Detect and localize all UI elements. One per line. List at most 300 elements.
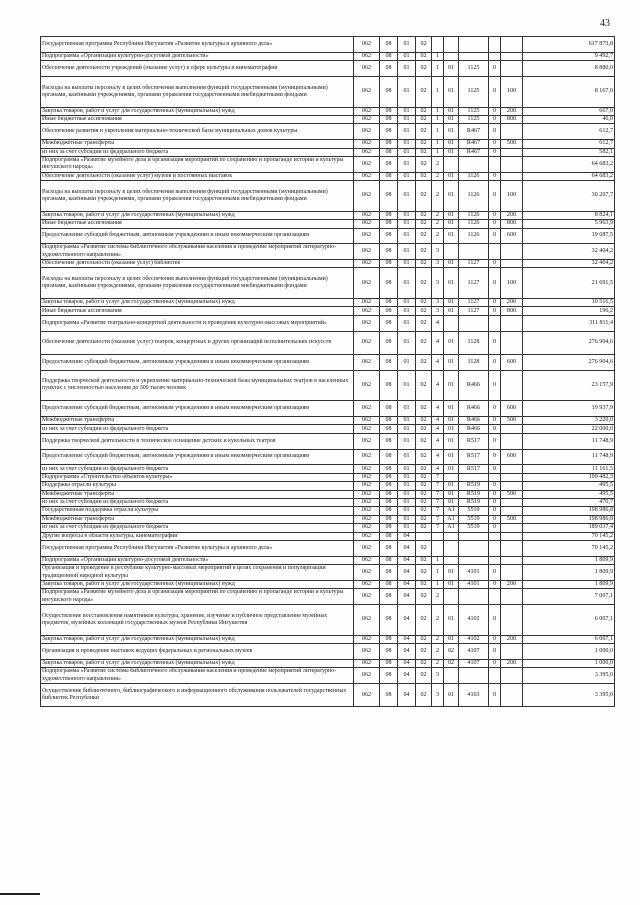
cell-section-code: 08: [380, 449, 398, 465]
cell-expense-type-code: [501, 684, 523, 707]
cell-direction-suffix: 0: [489, 260, 501, 268]
cell-subprogram-code: 3: [432, 668, 444, 684]
cell-subsection-code: 01: [398, 370, 416, 401]
cell-event-code: [444, 244, 459, 260]
cell-direction-suffix: 0: [489, 124, 501, 140]
cell-subprogram-code: 2: [432, 659, 444, 667]
cell-program-code: 02: [416, 260, 432, 268]
cell-amount: 8 824,1: [523, 211, 615, 219]
cell-subprogram-code: 4: [432, 433, 444, 449]
cell-section-code: 08: [380, 181, 398, 212]
cell-event-code: 01: [444, 148, 459, 156]
cell-ministry-code: 062: [354, 425, 380, 433]
cell-expense-type-code: [501, 532, 523, 540]
cell-subprogram-code: 4: [432, 370, 444, 401]
cell-direction-code: 4103: [459, 684, 489, 707]
cell-event-code: 01: [444, 61, 459, 77]
cell-subsection-code: 04: [398, 668, 416, 684]
cell-ministry-code: 062: [354, 524, 380, 532]
cell-ministry-code: 062: [354, 315, 380, 331]
cell-subprogram-code: 3: [432, 307, 444, 315]
cell-direction-code: R466: [459, 370, 489, 401]
cell-expense-type-code: 800: [501, 307, 523, 315]
cell-expense-type-code: [501, 148, 523, 156]
cell-amount: 10 516,5: [523, 299, 615, 307]
table-row: [41, 172, 615, 180]
cell-event-code: [444, 532, 459, 540]
cell-direction-code: 1127: [459, 307, 489, 315]
cell-direction-code: 5519: [459, 507, 489, 515]
cell-item-name: из них за счет субсидии из федерального бюджета: [41, 498, 354, 506]
cell-amount: 3 220,0: [523, 417, 615, 425]
cell-ministry-code: 062: [354, 228, 380, 244]
cell-expense-type-code: [501, 244, 523, 260]
cell-expense-type-code: [501, 52, 523, 60]
cell-expense-type-code: [501, 556, 523, 564]
cell-expense-type-code: 500: [501, 140, 523, 148]
cell-ministry-code: 062: [354, 482, 380, 490]
cell-subprogram-code: 3: [432, 244, 444, 260]
cell-section-code: 08: [380, 307, 398, 315]
cell-item-name: Межбюджетные трансферты: [41, 417, 354, 425]
cell-expense-type-code: [501, 425, 523, 433]
cell-program-code: 02: [416, 124, 432, 140]
cell-event-code: [444, 156, 459, 172]
cell-subsection-code: 01: [398, 260, 416, 268]
cell-subsection-code: 04: [398, 589, 416, 605]
cell-subsection-code: 01: [398, 228, 416, 244]
table-row: [41, 315, 615, 331]
cell-program-code: 02: [416, 473, 432, 481]
cell-expense-type-code: [501, 331, 523, 354]
cell-event-code: [444, 315, 459, 331]
budget-table: [40, 36, 615, 707]
cell-subsection-code: 01: [398, 156, 416, 172]
cell-direction-suffix: 0: [489, 498, 501, 506]
cell-subprogram-code: 2: [432, 228, 444, 244]
cell-item-name: Закупка товаров, работ и услуг для государственных (муниципальных) нужд: [41, 659, 354, 667]
cell-amount: 23 157,9: [523, 370, 615, 401]
cell-item-name: Расходы на выплаты персоналу в целях обеспечения выполнения функций государственными (муниципальными) органами, казёнными учреждениями, органами управления государственными внебюджетными фондами: [41, 181, 354, 212]
cell-subprogram-code: 1: [432, 115, 444, 123]
cell-section-code: 08: [380, 211, 398, 219]
cell-item-name: Подпрограмма «Организация культурно-досуговой деятельности»: [41, 556, 354, 564]
cell-ministry-code: 062: [354, 220, 380, 228]
cell-direction-suffix: 0: [489, 61, 501, 77]
cell-program-code: 02: [416, 61, 432, 77]
cell-event-code: A1: [444, 515, 459, 523]
cell-item-name: из них за счет субсидии из федерального бюджета: [41, 524, 354, 532]
cell-subsection-code: 01: [398, 473, 416, 481]
cell-amount: 495,5: [523, 482, 615, 490]
cell-subsection-code: 01: [398, 244, 416, 260]
table-row: [41, 433, 615, 449]
cell-direction-code: [459, 37, 489, 53]
cell-subsection-code: 01: [398, 140, 416, 148]
cell-program-code: 02: [416, 401, 432, 417]
cell-program-code: 02: [416, 52, 432, 60]
cell-subsection-code: 01: [398, 449, 416, 465]
cell-subsection-code: 04: [398, 540, 416, 556]
cell-section-code: 08: [380, 76, 398, 107]
cell-ministry-code: 062: [354, 565, 380, 581]
cell-section-code: 08: [380, 148, 398, 156]
cell-direction-suffix: 0: [489, 148, 501, 156]
cell-program-code: 02: [416, 515, 432, 523]
cell-amount: 196,2: [523, 307, 615, 315]
cell-subsection-code: 04: [398, 635, 416, 643]
cell-subsection-code: 01: [398, 52, 416, 60]
cell-subprogram-code: 7: [432, 498, 444, 506]
cell-ministry-code: 062: [354, 37, 380, 53]
table-row: [41, 532, 615, 540]
cell-item-name: Поддержка творческой деятельности и техническое оснащение детских и кукольных театров: [41, 433, 354, 449]
cell-subsection-code: 01: [398, 61, 416, 77]
table-row: [41, 156, 615, 172]
table-row: [41, 299, 615, 307]
cell-amount: 470,7: [523, 498, 615, 506]
cell-subsection-code: 04: [398, 684, 416, 707]
cell-ministry-code: 062: [354, 515, 380, 523]
cell-program-code: 02: [416, 220, 432, 228]
cell-section-code: 08: [380, 465, 398, 473]
cell-amount: 199 482,3: [523, 473, 615, 481]
cell-direction-suffix: 0: [489, 76, 501, 107]
cell-event-code: 01: [444, 490, 459, 498]
cell-direction-code: 4101: [459, 580, 489, 588]
cell-direction-code: 1127: [459, 299, 489, 307]
table-row: [41, 659, 615, 667]
cell-section-code: 08: [380, 532, 398, 540]
table-row: [41, 61, 615, 77]
cell-item-name: Обеспечение деятельности (оказание услуг) музеев и постоянных выставок: [41, 172, 354, 180]
cell-direction-code: 5519: [459, 524, 489, 532]
cell-direction-suffix: 0: [489, 449, 501, 465]
cell-item-name: Подпрограмма «Организация культурно-досуговой деятельности»: [41, 52, 354, 60]
cell-ministry-code: 062: [354, 181, 380, 212]
table-row: [41, 605, 615, 636]
cell-ministry-code: 062: [354, 498, 380, 506]
cell-expense-type-code: 100: [501, 268, 523, 299]
cell-subsection-code: 04: [398, 605, 416, 636]
cell-direction-code: R517: [459, 449, 489, 465]
cell-amount: 11 161,5: [523, 465, 615, 473]
cell-direction-code: 1126: [459, 181, 489, 212]
cell-subsection-code: 01: [398, 172, 416, 180]
cell-item-name: Подпрограмма «Развитие театрально-концертной деятельности и проведение культурно-массовых мероприятий»: [41, 315, 354, 331]
cell-direction-suffix: 0: [489, 659, 501, 667]
cell-amount: 3 395,0: [523, 684, 615, 707]
cell-subprogram-code: 4: [432, 449, 444, 465]
cell-ministry-code: 062: [354, 401, 380, 417]
cell-section-code: 08: [380, 370, 398, 401]
cell-expense-type-code: [501, 433, 523, 449]
cell-direction-code: R467: [459, 148, 489, 156]
cell-program-code: 02: [416, 524, 432, 532]
cell-item-name: Закупка товаров, работ и услуг для государственных (муниципальных) нужд: [41, 211, 354, 219]
cell-ministry-code: 062: [354, 605, 380, 636]
cell-direction-code: R466: [459, 417, 489, 425]
cell-event-code: A1: [444, 507, 459, 515]
cell-direction-code: [459, 668, 489, 684]
cell-subprogram-code: 1: [432, 61, 444, 77]
cell-subprogram-code: 1: [432, 565, 444, 581]
cell-expense-type-code: 200: [501, 659, 523, 667]
cell-expense-type-code: 600: [501, 449, 523, 465]
cell-amount: 22 000,0: [523, 425, 615, 433]
cell-ministry-code: 062: [354, 659, 380, 667]
cell-subsection-code: 01: [398, 268, 416, 299]
cell-event-code: [444, 556, 459, 564]
cell-ministry-code: 062: [354, 115, 380, 123]
cell-program-code: 02: [416, 540, 432, 556]
cell-event-code: [444, 37, 459, 53]
cell-program-code: 02: [416, 181, 432, 212]
cell-amount: 9 492,7: [523, 52, 615, 60]
cell-amount: 198 986,8: [523, 507, 615, 515]
cell-item-name: Расходы на выплаты персоналу в целях обеспечения выполнения функций государственными (муниципальными) органами, казёнными учреждениями, органами управления государственными внебюджетными фондами: [41, 76, 354, 107]
cell-program-code: 02: [416, 370, 432, 401]
cell-ministry-code: 062: [354, 172, 380, 180]
cell-expense-type-code: 500: [501, 490, 523, 498]
cell-subprogram-code: 4: [432, 417, 444, 425]
cell-item-name: Организация и проведение выставок ведущих федеральных и региональных музеев: [41, 644, 354, 660]
cell-ministry-code: 062: [354, 507, 380, 515]
cell-expense-type-code: [501, 370, 523, 401]
table-row: [41, 52, 615, 60]
cell-subprogram-code: 2: [432, 644, 444, 660]
cell-subsection-code: 04: [398, 532, 416, 540]
cell-ministry-code: 062: [354, 635, 380, 643]
cell-amount: 612,7: [523, 140, 615, 148]
cell-section-code: 08: [380, 244, 398, 260]
cell-ministry-code: 062: [354, 260, 380, 268]
cell-expense-type-code: [501, 156, 523, 172]
cell-subprogram-code: 3: [432, 268, 444, 299]
cell-item-name: Межбюджетные трансферты: [41, 515, 354, 523]
cell-subsection-code: 01: [398, 76, 416, 107]
cell-subsection-code: 01: [398, 107, 416, 115]
cell-item-name: Закупка товаров, работ и услуг для государственных (муниципальных) нужд: [41, 580, 354, 588]
cell-event-code: 01: [444, 260, 459, 268]
cell-direction-code: 1128: [459, 331, 489, 354]
cell-direction-suffix: 0: [489, 331, 501, 354]
cell-subprogram-code: 2: [432, 156, 444, 172]
cell-ministry-code: 062: [354, 354, 380, 370]
cell-expense-type-code: [501, 644, 523, 660]
cell-program-code: 02: [416, 211, 432, 219]
cell-subsection-code: 01: [398, 307, 416, 315]
cell-direction-suffix: 0: [489, 482, 501, 490]
table-row: [41, 684, 615, 707]
cell-subprogram-code: 1: [432, 580, 444, 588]
cell-amount: 612,7: [523, 124, 615, 140]
cell-subprogram-code: 7: [432, 507, 444, 515]
cell-amount: 11 748,9: [523, 449, 615, 465]
cell-amount: 21 691,5: [523, 268, 615, 299]
cell-program-code: 02: [416, 244, 432, 260]
table-row: [41, 228, 615, 244]
cell-subsection-code: 01: [398, 148, 416, 156]
cell-section-code: 08: [380, 635, 398, 643]
cell-program-code: 02: [416, 76, 432, 107]
table-row: [41, 220, 615, 228]
table-row: [41, 211, 615, 219]
table-row: [41, 181, 615, 212]
cell-expense-type-code: 200: [501, 580, 523, 588]
cell-subprogram-code: 1: [432, 556, 444, 564]
cell-ministry-code: 062: [354, 52, 380, 60]
cell-ministry-code: 062: [354, 417, 380, 425]
cell-subprogram-code: 2: [432, 605, 444, 636]
cell-program-code: 02: [416, 140, 432, 148]
cell-amount: 3 395,0: [523, 668, 615, 684]
cell-subsection-code: 01: [398, 507, 416, 515]
cell-subsection-code: 04: [398, 659, 416, 667]
table-row: [41, 76, 615, 107]
cell-item-name: Организация и проведение в республике культурно-массовых мероприятий в целях сохранения и популяризации традиционной народной культуры: [41, 565, 354, 581]
cell-subprogram-code: 1: [432, 52, 444, 60]
cell-ministry-code: 062: [354, 156, 380, 172]
cell-ministry-code: 062: [354, 433, 380, 449]
cell-section-code: 08: [380, 556, 398, 564]
cell-ministry-code: 062: [354, 580, 380, 588]
table-row: [41, 589, 615, 605]
cell-program-code: 02: [416, 668, 432, 684]
cell-event-code: 01: [444, 140, 459, 148]
cell-section-code: 08: [380, 115, 398, 123]
cell-expense-type-code: 600: [501, 228, 523, 244]
cell-ministry-code: 062: [354, 449, 380, 465]
cell-expense-type-code: [501, 498, 523, 506]
cell-direction-code: 1126: [459, 172, 489, 180]
cell-section-code: 08: [380, 473, 398, 481]
cell-subprogram-code: 2: [432, 635, 444, 643]
cell-item-name: Иные бюджетные ассигнования: [41, 115, 354, 123]
cell-direction-suffix: [489, 668, 501, 684]
cell-direction-suffix: 0: [489, 515, 501, 523]
cell-program-code: 02: [416, 605, 432, 636]
cell-amount: 19 687,5: [523, 228, 615, 244]
cell-ministry-code: 062: [354, 268, 380, 299]
cell-expense-type-code: 500: [501, 515, 523, 523]
cell-direction-suffix: 0: [489, 220, 501, 228]
table-row: [41, 635, 615, 643]
cell-direction-code: 1127: [459, 268, 489, 299]
cell-event-code: 01: [444, 401, 459, 417]
cell-item-name: Закупка товаров, работ и услуг для государственных (муниципальных) нужд: [41, 635, 354, 643]
cell-item-name: Государственная поддержка отрасли культуры: [41, 507, 354, 515]
cell-item-name: Подпрограмма «Строительство объектов культуры»: [41, 473, 354, 481]
cell-item-name: Подпрограмма «Развитие музейного дела и организация мероприятий по сохранению и пропаганде истории и культуры ингушского народа»: [41, 589, 354, 605]
cell-event-code: [444, 589, 459, 605]
cell-event-code: 01: [444, 220, 459, 228]
cell-direction-code: R519: [459, 490, 489, 498]
table-row: [41, 307, 615, 315]
cell-subsection-code: 01: [398, 498, 416, 506]
cell-item-name: Иные бюджетные ассигнования: [41, 307, 354, 315]
cell-subsection-code: 01: [398, 515, 416, 523]
table-row: [41, 370, 615, 401]
cell-direction-suffix: [489, 244, 501, 260]
cell-direction-code: R467: [459, 140, 489, 148]
cell-expense-type-code: [501, 260, 523, 268]
cell-section-code: 08: [380, 433, 398, 449]
cell-amount: 617 873,8: [523, 37, 615, 53]
cell-section-code: 08: [380, 515, 398, 523]
cell-event-code: 01: [444, 354, 459, 370]
cell-subprogram-code: 7: [432, 482, 444, 490]
cell-event-code: 01: [444, 331, 459, 354]
cell-subsection-code: 01: [398, 433, 416, 449]
cell-item-name: Предоставление субсидий бюджетным, автономным учреждениям и иным некоммерческим организациям: [41, 228, 354, 244]
cell-ministry-code: 062: [354, 465, 380, 473]
cell-direction-suffix: 0: [489, 524, 501, 532]
cell-amount: 311 811,4: [523, 315, 615, 331]
cell-direction-suffix: [489, 473, 501, 481]
cell-amount: 7 007,1: [523, 589, 615, 605]
cell-direction-suffix: 0: [489, 425, 501, 433]
cell-direction-code: 4107: [459, 659, 489, 667]
table-row: [41, 668, 615, 684]
cell-subprogram-code: 2: [432, 181, 444, 212]
cell-direction-code: 1126: [459, 211, 489, 219]
cell-ministry-code: 062: [354, 244, 380, 260]
cell-expense-type-code: 200: [501, 635, 523, 643]
cell-amount: 198 986,8: [523, 515, 615, 523]
cell-direction-code: 4107: [459, 644, 489, 660]
cell-subprogram-code: 1: [432, 148, 444, 156]
cell-section-code: 08: [380, 605, 398, 636]
cell-direction-suffix: 0: [489, 644, 501, 660]
cell-expense-type-code: [501, 124, 523, 140]
cell-item-name: Осуществление восстановления памятников культуры, хранение, изучение и публичное представление музейных предметов, музейных коллекций государственных музеев Республики Ингушетия: [41, 605, 354, 636]
cell-ministry-code: 062: [354, 307, 380, 315]
cell-subprogram-code: [432, 532, 444, 540]
cell-subprogram-code: 4: [432, 425, 444, 433]
cell-expense-type-code: [501, 315, 523, 331]
cell-program-code: 02: [416, 684, 432, 707]
table-row: [41, 580, 615, 588]
cell-expense-type-code: 100: [501, 181, 523, 212]
cell-event-code: 01: [444, 115, 459, 123]
cell-item-name: Предоставление субсидий бюджетным, автономным учреждениям и иным некоммерческим организациям: [41, 354, 354, 370]
cell-section-code: 08: [380, 580, 398, 588]
cell-event-code: 01: [444, 211, 459, 219]
cell-event-code: 02: [444, 659, 459, 667]
cell-direction-suffix: 0: [489, 140, 501, 148]
cell-amount: 6 007,1: [523, 605, 615, 636]
cell-section-code: 08: [380, 668, 398, 684]
cell-ministry-code: 062: [354, 148, 380, 156]
cell-event-code: 01: [444, 370, 459, 401]
cell-event-code: 01: [444, 76, 459, 107]
cell-subprogram-code: 2: [432, 220, 444, 228]
cell-amount: 1 809,9: [523, 556, 615, 564]
cell-expense-type-code: [501, 589, 523, 605]
cell-ministry-code: 062: [354, 61, 380, 77]
cell-direction-suffix: 0: [489, 228, 501, 244]
cell-item-name: Межбюджетные трансферты: [41, 490, 354, 498]
cell-amount: 8 167,0: [523, 76, 615, 107]
cell-event-code: 01: [444, 181, 459, 212]
cell-section-code: 08: [380, 299, 398, 307]
cell-section-code: 08: [380, 107, 398, 115]
cell-subprogram-code: [432, 37, 444, 53]
cell-program-code: 02: [416, 644, 432, 660]
cell-expense-type-code: [501, 524, 523, 532]
cell-program-code: 02: [416, 354, 432, 370]
